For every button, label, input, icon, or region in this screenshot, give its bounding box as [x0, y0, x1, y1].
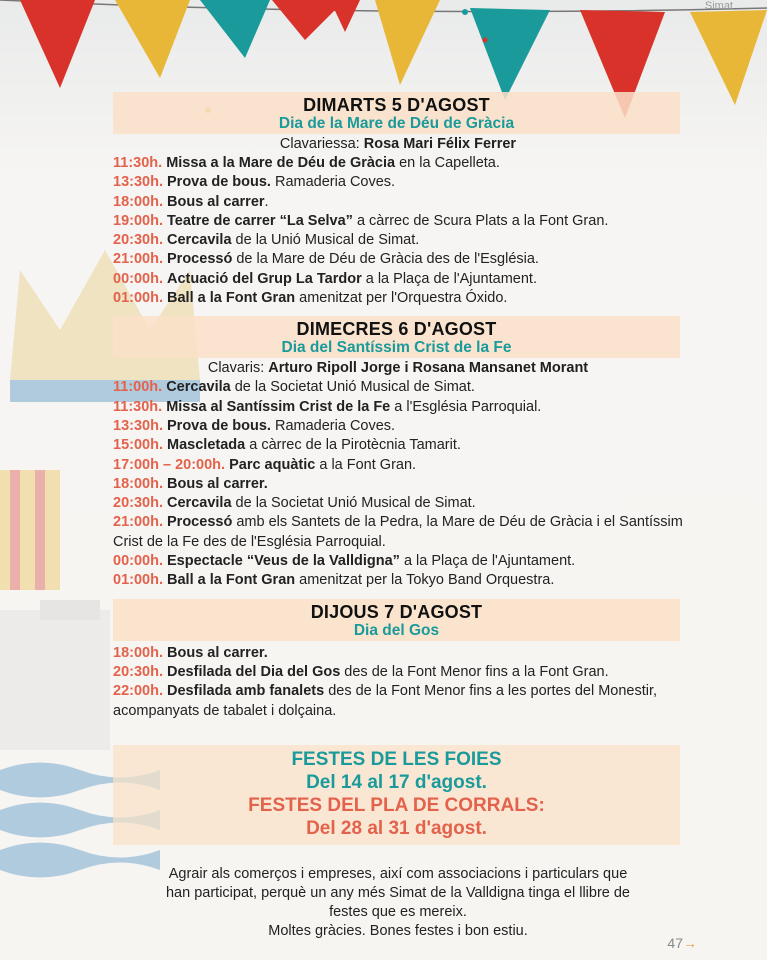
event-title: Bous al carrer.	[167, 475, 268, 492]
day-subtitle: Dia del Santíssim Crist de la Fe	[281, 339, 512, 357]
day-section-tuesday	[113, 92, 683, 308]
event-title: Espectacle “Veus de la Valldigna”	[167, 553, 400, 570]
event-title: Ball a la Font Gran	[167, 290, 296, 307]
event-title: Cercavila	[166, 379, 231, 396]
event-time: 20:30h.	[113, 232, 163, 249]
clavaris-name: Arturo Ripoll Jorge i Rosana Mansanet Morant	[268, 360, 589, 377]
list-item	[113, 289, 683, 308]
list-item	[113, 475, 683, 494]
event-title: Missa a la Mare de Déu de Gràcia	[166, 155, 396, 171]
event-detail: a la Font Gran.	[315, 456, 417, 473]
program-content	[113, 92, 683, 941]
event-title: Cercavila	[167, 232, 232, 249]
event-time: 15:00h.	[113, 437, 163, 454]
event-time: 17:00h – 20:00h.	[113, 456, 226, 473]
event-list	[113, 154, 683, 308]
event-title: Processó	[167, 514, 233, 531]
list-item	[113, 398, 683, 417]
day-subtitle: Dia de la Mare de Déu de Gràcia	[278, 115, 515, 132]
clavaris-label: Clavaris:	[207, 360, 265, 377]
event-time: 21:00h.	[113, 514, 163, 531]
event-time: 19:00h.	[113, 212, 163, 229]
list-item	[113, 552, 683, 571]
event-time: 13:30h.	[113, 417, 163, 434]
event-detail: amenitzat per la Tokyo Band Orquestra.	[295, 572, 555, 589]
list-item	[113, 378, 683, 397]
event-time: 11:00h.	[113, 379, 163, 396]
event-detail: .	[264, 193, 269, 210]
event-time: 18:00h.	[113, 644, 163, 661]
day-header	[113, 92, 680, 134]
other-festivals-box	[113, 745, 680, 845]
list-item	[113, 250, 683, 269]
event-detail: de la Unió Musical de Simat.	[231, 232, 420, 249]
event-title: Ball a la Font Gran	[167, 572, 296, 589]
list-item	[113, 154, 683, 173]
event-detail: des de la Font Menor fins a les portes del Monestir, acompanyats de tabalet i dolçaina.	[113, 683, 658, 719]
foies-dates: Del 14 al 17 d'agost.	[306, 771, 487, 793]
thanks-line: han participat, perquè un any més Simat de la Valldigna tinga el llibre de	[165, 884, 630, 901]
list-item	[113, 644, 683, 663]
event-list	[113, 644, 683, 721]
list-item	[113, 436, 683, 455]
event-detail: a càrrec de Scura Plats a la Font Gran.	[352, 212, 609, 229]
day-title: DIMECRES 6 D'AGOST	[296, 319, 497, 340]
event-title: Desfilada amb fanalets	[167, 683, 325, 700]
event-detail: a càrrec de la Pirotècnia Tamarit.	[245, 437, 461, 454]
arrow-right-icon: →	[683, 935, 697, 951]
event-title: Actuació del Grup La Tardor	[167, 270, 362, 287]
event-title: Bous al carrer.	[167, 644, 268, 661]
event-detail: amb els Santets de la Pedra, la Mare de Déu de Gràcia i el Santíssim Crist de la Fe des de l'Església Parroquial.	[113, 514, 683, 550]
event-detail: de la Mare de Déu de Gràcia des de l'Església.	[232, 251, 539, 268]
event-detail: a la Plaça de l'Ajuntament.	[361, 270, 537, 287]
event-time: 21:00h.	[113, 251, 163, 268]
page-number-value: 47	[667, 935, 683, 951]
event-detail: amenitzat per l'Orquestra Óxido.	[295, 290, 508, 307]
event-time: 00:00h.	[113, 553, 163, 570]
clavaris-name: Rosa Mari Félix Ferrer	[363, 136, 517, 152]
event-title: Parc aquàtic	[229, 456, 316, 473]
event-detail: en la Capelleta.	[395, 155, 500, 171]
list-item	[113, 682, 683, 721]
event-time: 11:30h.	[113, 155, 163, 171]
thanks-paragraph	[113, 865, 683, 941]
event-title: Mascletada	[167, 437, 246, 454]
day-section-wednesday	[113, 316, 683, 590]
thanks-line: festes que es mereix.	[329, 903, 467, 920]
day-title: DIJOUS 7 D'AGOST	[310, 601, 483, 622]
event-detail: a l'Església Parroquial.	[390, 398, 542, 415]
list-item	[113, 173, 683, 192]
clavaris-line	[113, 359, 683, 377]
event-title: Prova de bous.	[167, 174, 271, 191]
event-detail: a la Plaça de l'Ajuntament.	[399, 553, 576, 570]
pla-dates: Del 28 al 31 d'agost.	[306, 817, 487, 839]
event-time: 22:00h.	[113, 683, 163, 700]
event-time: 01:00h.	[113, 572, 163, 589]
clavaris-line	[113, 135, 683, 153]
event-detail: des de la Font Menor fins a la Font Gran.	[340, 663, 609, 680]
event-time: 00:00h.	[113, 270, 163, 287]
event-title: Bous al carrer	[167, 193, 265, 210]
day-title: DIMARTS 5 D'AGOST	[303, 95, 490, 115]
event-title: Cercavila	[167, 495, 232, 512]
list-item	[113, 417, 683, 436]
event-title: Teatre de carrer “La Selva”	[167, 212, 353, 229]
event-time: 01:00h.	[113, 290, 163, 307]
list-item	[113, 513, 683, 552]
event-time: 20:30h.	[113, 495, 163, 512]
event-title: Missa al Santíssim Crist de la Fe	[166, 398, 391, 415]
day-section-thursday	[113, 599, 683, 721]
pla-title: FESTES DEL PLA DE CORRALS:	[248, 794, 545, 816]
thanks-line: Moltes gràcies. Bones festes i bon estiu.	[268, 922, 528, 939]
day-header	[113, 316, 680, 358]
event-time: 18:00h.	[113, 475, 163, 492]
event-list	[113, 378, 683, 590]
day-subtitle: Dia del Gos	[353, 621, 440, 639]
list-item	[113, 663, 683, 682]
list-item	[113, 571, 683, 590]
event-detail: de la Societat Unió Musical de Simat.	[230, 379, 475, 396]
list-item	[113, 212, 683, 231]
list-item	[113, 231, 683, 250]
event-time: 20:30h.	[113, 663, 163, 680]
event-title: Desfilada del Dia del Gos	[167, 663, 341, 680]
event-time: 11:30h.	[113, 398, 163, 415]
event-detail: Ramaderia Coves.	[270, 417, 396, 434]
clavaris-label: Clavariessa:	[279, 136, 360, 152]
thanks-line: Agrair als comerços i empreses, així com associacions i particulars que	[168, 865, 628, 882]
list-item	[113, 494, 683, 513]
event-time: 18:00h.	[113, 193, 163, 210]
list-item	[113, 456, 683, 475]
event-detail: Ramaderia Coves.	[270, 174, 396, 191]
page-number	[667, 935, 697, 951]
event-time: 13:30h.	[113, 174, 163, 191]
event-detail: de la Societat Unió Musical de Simat.	[231, 495, 476, 512]
event-title: Processó	[167, 251, 233, 268]
foies-title: FESTES DE LES FOIES	[291, 748, 502, 770]
day-header	[113, 599, 680, 641]
list-item	[113, 193, 683, 212]
event-title: Prova de bous.	[167, 417, 271, 434]
list-item	[113, 270, 683, 289]
header-logo-text: Simat	[704, 0, 733, 12]
